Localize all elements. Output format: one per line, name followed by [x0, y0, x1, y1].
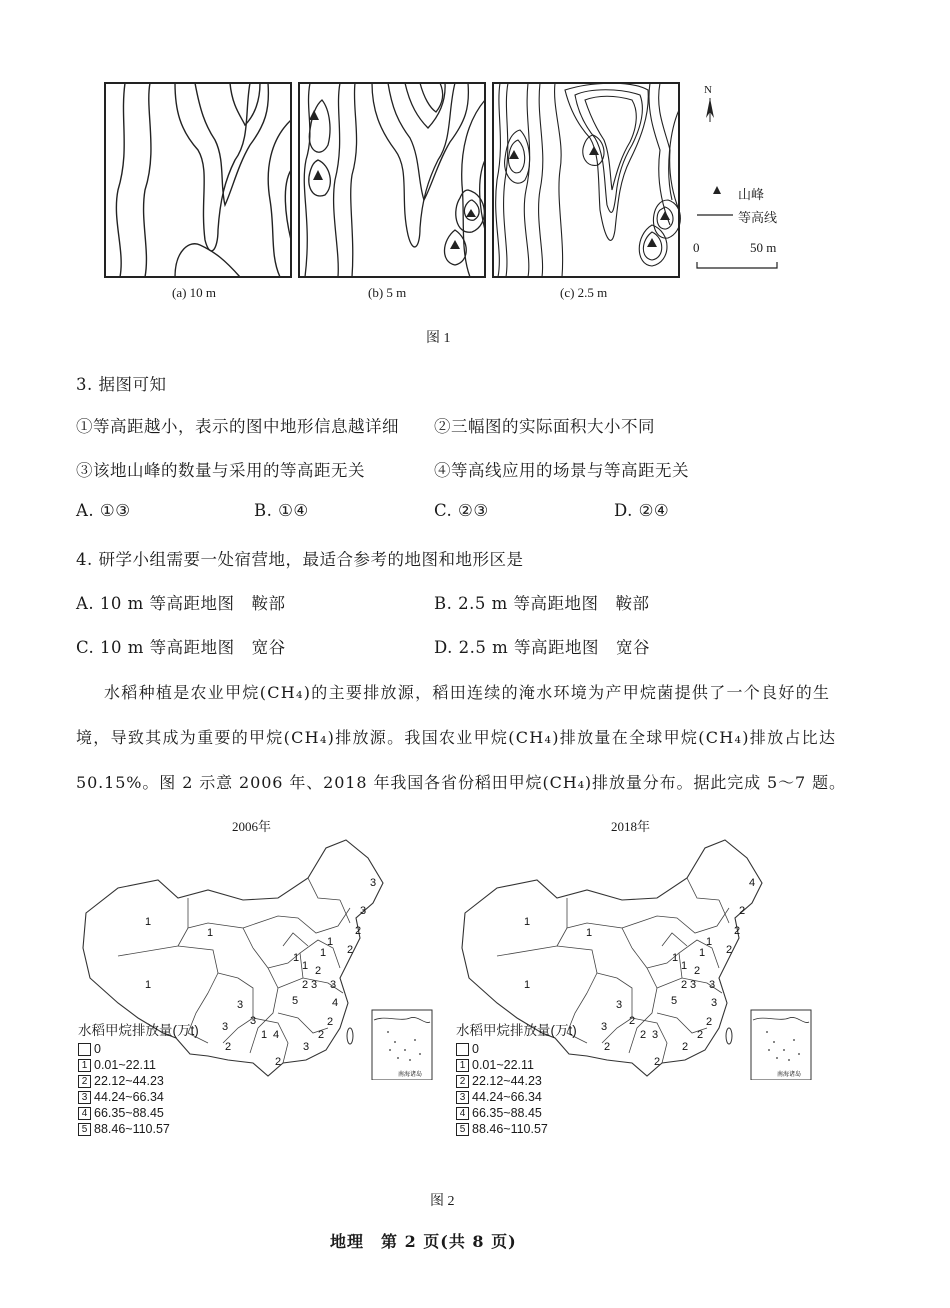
inset-label: 南海诸岛: [397, 1072, 423, 1078]
region-value-label: 1: [206, 927, 214, 939]
legend-range: 66.35~88.45: [472, 1106, 542, 1120]
legend-swatch: 3: [456, 1091, 469, 1104]
region-value-label: 1: [680, 960, 688, 972]
region-value-label: 2: [680, 979, 688, 991]
region-value-label: 2: [628, 1015, 636, 1027]
panel-label-b: (b) 5 m: [368, 285, 407, 300]
legend-2018: [456, 1023, 577, 1137]
contour-maps: [0, 0, 950, 300]
taiwan-island: [347, 1028, 353, 1044]
region-value-label: 1: [301, 960, 309, 972]
scale-bar: [697, 262, 777, 268]
legend-range: 0.01~22.11: [472, 1058, 534, 1072]
passage-line-1: 水稻种植是农业甲烷(CH₄)的主要排放源，稻田连续的淹水环境为产甲烷菌提供了一个良好的生: [104, 683, 831, 702]
region-value-label: 3: [221, 1021, 229, 1033]
legend-swatch: 5: [456, 1123, 469, 1136]
legend-range: 22.12~44.23: [94, 1074, 164, 1088]
q3-statement-4: ④等高线应用的场景与等高距无关: [434, 461, 689, 480]
region-value-label: 1: [671, 952, 679, 964]
legend-item: [456, 1121, 577, 1137]
map-year-2018: 2018年: [611, 819, 651, 834]
q3-option-c[interactable]: C. ②③: [434, 501, 489, 520]
region-value-label: 2: [696, 1029, 704, 1041]
legend-item: [456, 1089, 577, 1105]
north-label: N: [704, 84, 712, 96]
legend-item: [78, 1105, 199, 1121]
legend-item: [456, 1041, 577, 1057]
region-value-label: 3: [710, 997, 718, 1009]
panel-label-a: (a) 10 m: [172, 285, 217, 300]
south-china-sea-inset: [751, 1010, 811, 1080]
south-china-sea-inset: [372, 1010, 432, 1080]
q4-option-d[interactable]: D. 2.5 m 等高距地图 宽谷: [434, 638, 651, 657]
region-value-label: 5: [670, 995, 678, 1007]
legend-range: 88.46~110.57: [94, 1122, 170, 1136]
legend-item: [78, 1089, 199, 1105]
legend-range: 66.35~88.45: [94, 1106, 164, 1120]
region-value-label: 1: [144, 979, 152, 991]
region-value-label: 3: [651, 1029, 659, 1041]
legend-range: 0: [94, 1042, 101, 1056]
scale-value: 50 m: [750, 240, 777, 255]
page-footer: 地理 第 2 页(共 8 页): [330, 1232, 517, 1251]
region-value-label: 1: [292, 952, 300, 964]
region-value-label: 3: [615, 999, 623, 1011]
region-value-label: 3: [236, 999, 244, 1011]
region-value-label: 3: [708, 979, 716, 991]
legend-swatch: 4: [78, 1107, 91, 1120]
legend-swatch: 2: [456, 1075, 469, 1088]
q3-stem: 3. 据图可知: [76, 375, 167, 394]
legend-range: 44.24~66.34: [94, 1090, 164, 1104]
passage-line-2: 境，导致其成为重要的甲烷(CH₄)排放源。我国农业甲烷(CH₄)排放量在全球甲烷(CH₄)排放占比达: [76, 728, 837, 747]
legend-swatch: 4: [456, 1107, 469, 1120]
region-value-label: 4: [331, 997, 339, 1009]
legend-peak-label: 山峰: [738, 187, 765, 202]
figure1-caption: 图 1: [426, 331, 451, 346]
legend-title: 水稻甲烷排放量(万t): [456, 1023, 577, 1038]
q3-option-b[interactable]: B. ①④: [254, 501, 309, 520]
region-value-label: 2: [326, 1016, 334, 1028]
legend-item: [78, 1121, 199, 1137]
region-value-label: 3: [359, 905, 367, 917]
region-value-label: 3: [600, 1021, 608, 1033]
q3-option-a[interactable]: A. ①③: [76, 501, 131, 520]
region-value-label: 2: [314, 965, 322, 977]
region-value-label: 2: [693, 965, 701, 977]
scale-zero: 0: [693, 240, 700, 255]
region-value-label: 4: [748, 877, 756, 889]
taiwan-island: [726, 1028, 732, 1044]
region-value-label: 1: [705, 936, 713, 948]
region-value-label: 2: [224, 1041, 232, 1053]
contour-panel-b: [299, 83, 485, 277]
legend-item: [78, 1057, 199, 1073]
region-value-label: 1: [326, 936, 334, 948]
region-value-label: 1: [144, 916, 152, 928]
q4-option-c[interactable]: C. 10 m 等高距地图 宽谷: [76, 638, 286, 657]
panel-label-c: (c) 2.5 m: [560, 285, 608, 300]
legend-item: [456, 1073, 577, 1089]
q3-statement-2: ②三幅图的实际面积大小不同: [434, 417, 655, 436]
region-value-label: 2: [354, 925, 362, 937]
north-arrow-icon: [706, 98, 714, 122]
region-value-label: 2: [274, 1056, 282, 1068]
region-value-label: 1: [585, 927, 593, 939]
region-value-label: 2: [653, 1056, 661, 1068]
figure1: [0, 0, 950, 350]
legend-item: [78, 1073, 199, 1089]
q3-option-d[interactable]: D. ②④: [614, 501, 670, 520]
region-value-label: 3: [689, 979, 697, 991]
region-value-label: 3: [369, 877, 377, 889]
region-value-label: 2: [317, 1029, 325, 1041]
q4-stem: 4. 研学小组需要一处宿营地，最适合参考的地图和地形区是: [76, 550, 524, 569]
legend-range: 88.46~110.57: [472, 1122, 548, 1136]
legend-swatch: [456, 1043, 469, 1056]
legend-range: 0.01~22.11: [94, 1058, 156, 1072]
legend-swatch: 1: [78, 1059, 91, 1072]
legend-item: [456, 1057, 577, 1073]
legend-swatch: 2: [78, 1075, 91, 1088]
region-value-label: 2: [346, 944, 354, 956]
peak-icon: [713, 186, 721, 194]
region-value-label: 2: [733, 925, 741, 937]
legend-swatch: 3: [78, 1091, 91, 1104]
legend-range: 22.12~44.23: [472, 1074, 542, 1088]
region-value-label: 2: [725, 944, 733, 956]
legend-swatch: 5: [78, 1123, 91, 1136]
region-value-label: 1: [523, 979, 531, 991]
region-value-label: 1: [523, 916, 531, 928]
region-value-label: 1: [260, 1029, 268, 1041]
legend-range: 44.24~66.34: [472, 1090, 542, 1104]
region-value-label: 3: [302, 1041, 310, 1053]
region-value-label: 2: [639, 1029, 647, 1041]
region-value-label: 3: [310, 979, 318, 991]
region-value-label: 1: [319, 947, 327, 959]
contour-panel-c: [493, 83, 680, 277]
legend-swatch: 1: [456, 1059, 469, 1072]
region-value-label: 2: [681, 1041, 689, 1053]
contour-panel-a: [105, 83, 291, 277]
q3-statement-1: ①等高距越小，表示的图中地形信息越详细: [76, 417, 399, 436]
region-value-label: 2: [738, 905, 746, 917]
region-value-label: 4: [272, 1029, 280, 1041]
q4-option-a[interactable]: A. 10 m 等高距地图 鞍部: [76, 594, 286, 613]
region-value-label: 1: [698, 947, 706, 959]
region-value-label: 3: [329, 979, 337, 991]
q4-option-b[interactable]: B. 2.5 m 等高距地图 鞍部: [434, 594, 650, 613]
map-year-2006: 2006年: [232, 819, 272, 834]
legend-title: 水稻甲烷排放量(万t): [78, 1023, 199, 1038]
legend-2006: [78, 1023, 199, 1137]
region-value-label: 5: [291, 995, 299, 1007]
legend-item: [78, 1041, 199, 1057]
legend-range: 0: [472, 1042, 479, 1056]
passage-line-3: 50.15%。图 2 示意 2006 年、2018 年我国各省份稻田甲烷(CH₄)排放量分布。据此完成 5～7 题。: [76, 773, 846, 792]
inset-label: 南海诸岛: [776, 1072, 802, 1078]
region-value-label: 2: [301, 979, 309, 991]
figure2-caption: 图 2: [430, 1194, 455, 1209]
legend-item: [456, 1105, 577, 1121]
legend-swatch: [78, 1043, 91, 1056]
legend-contour-label: 等高线: [738, 210, 778, 225]
region-value-label: 2: [603, 1041, 611, 1053]
q3-statement-3: ③该地山峰的数量与采用的等高距无关: [76, 461, 365, 480]
region-value-label: 3: [249, 1015, 257, 1027]
region-value-label: 2: [705, 1016, 713, 1028]
